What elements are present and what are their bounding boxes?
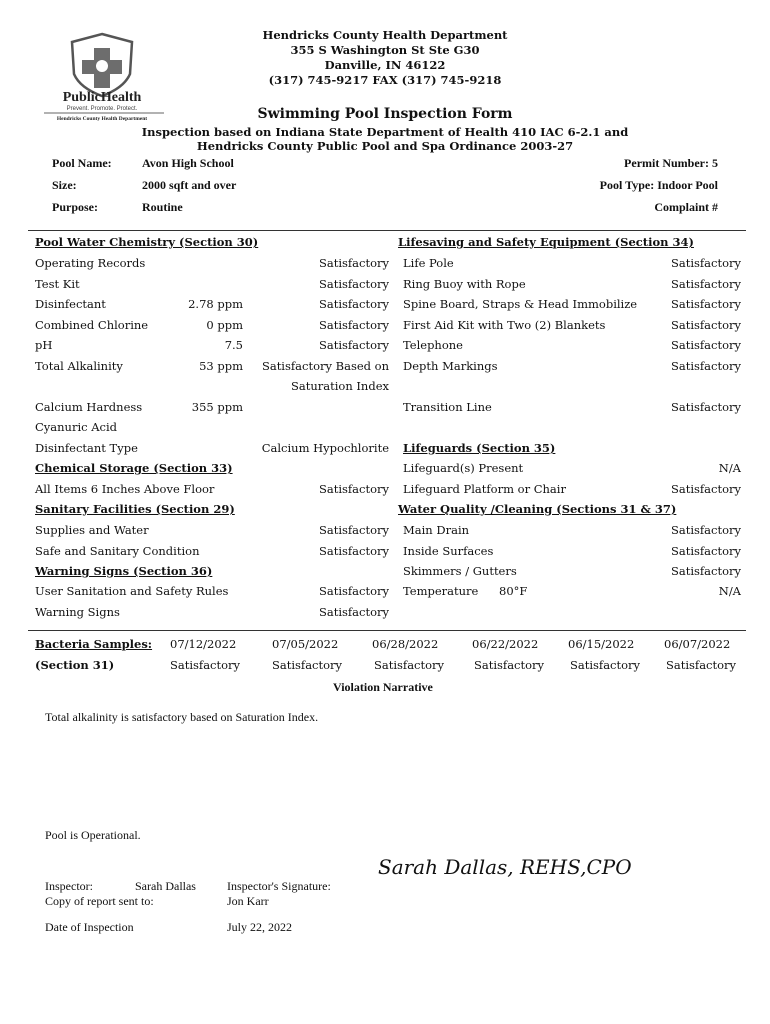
warning-row-name: Warning Signs (35, 605, 120, 619)
guard-row-name: Lifeguard(s) Present (403, 461, 524, 475)
water-row-status: Satisfactory (670, 523, 741, 537)
temperature-value: 80°F (499, 584, 528, 598)
bacteria-result: Satisfactory (374, 658, 445, 672)
chem-row-name: Disinfectant Type (35, 441, 138, 455)
chem-row-name: Cyanuric Acid (35, 420, 118, 434)
subtitle-line-1: Inspection based on Indiana State Department of Health 410 IAC 6-2.1 and (141, 125, 629, 139)
sanitary-row-name: Supplies and Water (35, 523, 149, 537)
water-row-status: Satisfactory (670, 564, 741, 578)
purpose-label: Purpose: (52, 200, 98, 214)
chem-row-name: Disinfectant (35, 297, 106, 311)
life-row-name: Life Pole (403, 256, 454, 270)
bacteria-result: Satisfactory (170, 658, 241, 672)
life-row-name: First Aid Kit with Two (2) Blankets (403, 318, 606, 332)
water-row-name: Temperature (403, 584, 479, 598)
storage-row-status: Satisfactory (318, 482, 389, 496)
water-row-status: Satisfactory (670, 544, 741, 558)
bacteria-label: Bacteria Samples: (35, 637, 153, 651)
divider (28, 230, 746, 231)
copy-recipient: Jon Karr (227, 894, 269, 908)
permit-number: Permit Number: 5 (624, 156, 718, 170)
chem-row-status: Satisfactory (318, 318, 389, 332)
shield-cross-icon (44, 30, 164, 122)
logo-tagline: Prevent. Promote. Protect. (66, 106, 138, 112)
chem-row-name: Test Kit (35, 277, 80, 291)
life-row-status: Satisfactory (670, 297, 741, 311)
life-row-status: Satisfactory (670, 359, 741, 373)
size-label: Size: (52, 178, 77, 192)
narrative-title: Violation Narrative (333, 680, 433, 694)
divider (28, 630, 746, 631)
inspector-name: Sarah Dallas (135, 879, 196, 893)
bacteria-result: Satisfactory (474, 658, 545, 672)
pool-name-value: Avon High School (142, 156, 234, 170)
chem-row-value: 355 ppm (191, 400, 243, 414)
chem-row-status-cont: Saturation Index (290, 379, 389, 393)
life-row-status: Satisfactory (670, 338, 741, 352)
form-subtitle (100, 125, 670, 153)
address-line-1: 355 S Washington St Ste G30 (290, 43, 480, 57)
life-row-name: Transition Line (403, 400, 492, 414)
guard-row-status: N/A (718, 461, 741, 475)
department-header (230, 28, 540, 88)
guard-row-status: Satisfactory (670, 482, 741, 496)
phone-fax: (317) 745-9217 FAX (317) 745-9218 (268, 73, 502, 87)
water-row-status: N/A (718, 584, 741, 598)
water-row-name: Skimmers / Gutters (403, 564, 517, 578)
chem-row-value: 7.5 (224, 338, 243, 352)
warning-section-title: Warning Signs (Section 36) (35, 564, 213, 578)
chem-row-status: Satisfactory (318, 277, 389, 291)
logo-name: PublicHealth (62, 90, 142, 105)
life-row-status: Satisfactory (670, 256, 741, 270)
bacteria-date: 06/22/2022 (472, 637, 539, 651)
warning-row-name: User Sanitation and Safety Rules (35, 584, 229, 598)
complaint-number: Complaint # (654, 200, 718, 214)
life-row-status: Satisfactory (670, 400, 741, 414)
purpose-value: Routine (142, 200, 183, 214)
chem-row-value: 2.78 ppm (188, 297, 243, 311)
chem-row-value: 53 ppm (199, 359, 243, 373)
water-quality-section-title: Water Quality /Cleaning (Sections 31 & 37) (398, 502, 677, 516)
warning-row-status: Satisfactory (318, 584, 389, 598)
life-row-name: Ring Buoy with Rope (403, 277, 526, 291)
bacteria-date: 07/12/2022 (170, 637, 237, 651)
chem-row-status: Satisfactory Based on (261, 359, 389, 373)
water-row-name: Inside Surfaces (403, 544, 494, 558)
sanitary-row-name: Safe and Sanitary Condition (35, 544, 200, 558)
signature-label: Inspector's Signature: (227, 879, 331, 893)
chem-row-name: Calcium Hardness (35, 400, 143, 414)
bacteria-date: 06/15/2022 (568, 637, 635, 651)
pool-name-label: Pool Name: (52, 156, 112, 170)
storage-section-title: Chemical Storage (Section 33) (35, 461, 233, 475)
bacteria-date: 07/05/2022 (272, 637, 339, 651)
chemistry-section-title: Pool Water Chemistry (Section 30) (35, 235, 259, 249)
chem-row-status: Satisfactory (318, 256, 389, 270)
date-label: Date of Inspection (45, 920, 134, 934)
pool-type: Pool Type: Indoor Pool (599, 178, 718, 192)
sanitary-row-status: Satisfactory (318, 544, 389, 558)
public-health-logo (44, 30, 164, 126)
address-line-2: Danville, IN 46122 (324, 58, 446, 72)
chem-row-status: Calcium Hypochlorite (261, 441, 389, 455)
lifesaving-section-title: Lifesaving and Safety Equipment (Section 34) (398, 235, 694, 249)
life-row-name: Depth Markings (403, 359, 498, 373)
form-title: Swimming Pool Inspection Form (257, 106, 513, 122)
chem-row-name: pH (35, 338, 53, 352)
lifeguards-section-title: Lifeguards (Section 35) (403, 441, 556, 455)
department-name: Hendricks County Health Department (262, 28, 508, 42)
bacteria-result: Satisfactory (570, 658, 641, 672)
storage-row-name: All Items 6 Inches Above Floor (35, 482, 215, 496)
chem-row-status: Satisfactory (318, 297, 389, 311)
warning-row-status: Satisfactory (318, 605, 389, 619)
copy-label: Copy of report sent to: (45, 894, 154, 908)
chem-row-name: Operating Records (35, 256, 146, 270)
chem-row-name: Combined Chlorine (35, 318, 149, 332)
narrative-text-2: Pool is Operational. (45, 828, 141, 842)
bacteria-result: Satisfactory (666, 658, 737, 672)
inspector-label: Inspector: (45, 879, 93, 893)
bacteria-result: Satisfactory (272, 658, 343, 672)
bacteria-section: (Section 31) (35, 658, 115, 672)
inspector-signature: Sarah Dallas, REHS,CPO (378, 855, 632, 879)
narrative-text: Total alkalinity is satisfactory based on Saturation Index. (45, 710, 319, 724)
guard-row-name: Lifeguard Platform or Chair (403, 482, 566, 496)
life-row-name: Telephone (403, 338, 463, 352)
life-row-name: Spine Board, Straps & Head Immobilize (403, 297, 638, 311)
sanitary-row-status: Satisfactory (318, 523, 389, 537)
life-row-status: Satisfactory (670, 318, 741, 332)
bacteria-date: 06/28/2022 (372, 637, 439, 651)
life-row-status: Satisfactory (670, 277, 741, 291)
size-value: 2000 sqft and over (142, 178, 237, 192)
chem-row-value: 0 ppm (206, 318, 243, 332)
bacteria-date: 06/07/2022 (664, 637, 731, 651)
logo-sub: Hendricks County Health Department (56, 116, 148, 122)
subtitle-line-2: Hendricks County Public Pool and Spa Ordinance 2003-27 (196, 139, 574, 153)
chem-row-status: Satisfactory (318, 338, 389, 352)
water-row-name: Main Drain (403, 523, 470, 537)
sanitary-section-title: Sanitary Facilities (Section 29) (35, 502, 235, 516)
inspection-date: July 22, 2022 (227, 920, 293, 934)
chem-row-name: Total Alkalinity (35, 359, 123, 373)
